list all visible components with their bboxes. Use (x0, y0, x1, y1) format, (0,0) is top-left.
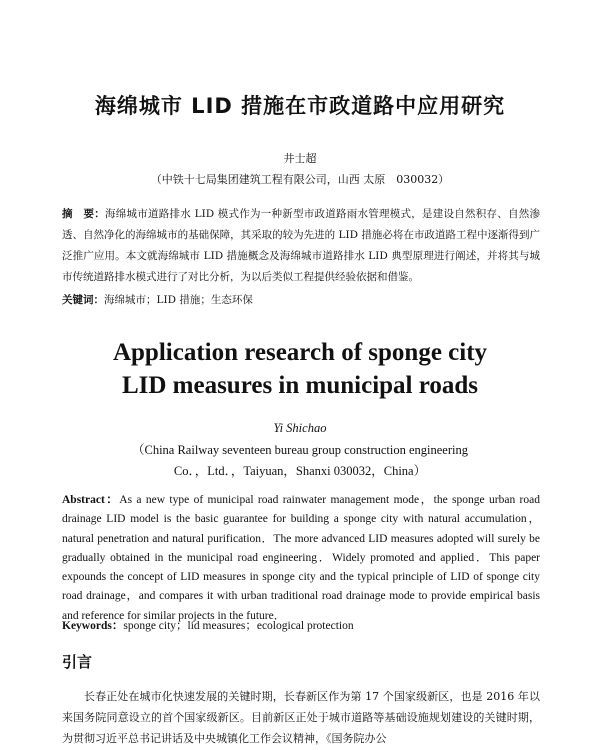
english-title: Application research of sponge city LID measures in municipal roads (112, 339, 488, 399)
chinese-abstract-label: 摘 要： (62, 208, 106, 220)
chinese-abstract-text: 海绵城市道路排水 LID 模式作为一种新型市政道路雨水管理模式，是建设自然积存、自然渗透、自然净化的海绵城市的基础保障，其采取的较为先进的 LID 措施必将在市政道路工程中逐渐得到广泛推广应用。本文就海绵城市 LID 措施概念及海绵城市道路排水 LID 典型原理进行阐述，并将其与城市传统道路排水模式进行了对比分析，为以后类似工程提供经验依据和借鉴。 (62, 208, 541, 283)
english-abstract-text: As a new type of municipal road rainwater management mode，the sponge urban road drainage LID model is the basic guarantee for building a sponge city with natural accumulation，natural penetration and natural purification．The more advanced LID measures adopted will surely be gradually obtained in the municipal road engineering．Widely promoted and applied．This paper expounds the concept of LID measures in sponge city and the typical principle of LID of sponge city road drainage，and compares it with urban traditional road drainage mode to provide empirical basis and reference for similar projects in the future． (62, 494, 540, 622)
chinese-keywords (62, 292, 540, 307)
english-abstract (62, 491, 540, 626)
chinese-author: 井士超 (283, 152, 317, 165)
english-keywords-text: sponge city；lid measures；ecological protection (123, 620, 354, 632)
english-affiliation-line-1: （China Railway seventeen bureau group construction engineering (131, 443, 468, 457)
chinese-title: 海绵城市 LID 措施在市政道路中应用研究 (94, 94, 506, 118)
english-affiliation-line-2: Co．，Ltd．，Taiyuan，Shanxi 030032，China） (173, 464, 427, 478)
english-author: Yi Shichao (273, 421, 327, 435)
section-heading-introduction: 引言 (62, 653, 93, 671)
english-keywords-label: Keywords： (62, 620, 124, 632)
chinese-abstract (62, 204, 540, 288)
chinese-affiliation: （中铁十七局集团建筑工程有限公司，山西 太原 030032） (150, 173, 450, 186)
english-affiliation (0, 440, 600, 482)
english-keywords (62, 617, 540, 633)
introduction-paragraph: 长春正处在城市化快速发展的关键时期，长春新区作为第 17 个国家级新区，也是 2016 年以来国务院同意设立的首个国家级新区。目前新区正处于城市道路等基础设施规划建设的关键时期，为贯彻习近平总书记讲话及中央城镇化工作会议精神，《国务院办公 (62, 690, 540, 745)
chinese-keywords-label: 关键词： (62, 294, 104, 306)
chinese-keywords-text: 海绵城市；LID 措施；生态环保 (104, 294, 253, 306)
english-abstract-label: Abstract： (62, 494, 120, 506)
